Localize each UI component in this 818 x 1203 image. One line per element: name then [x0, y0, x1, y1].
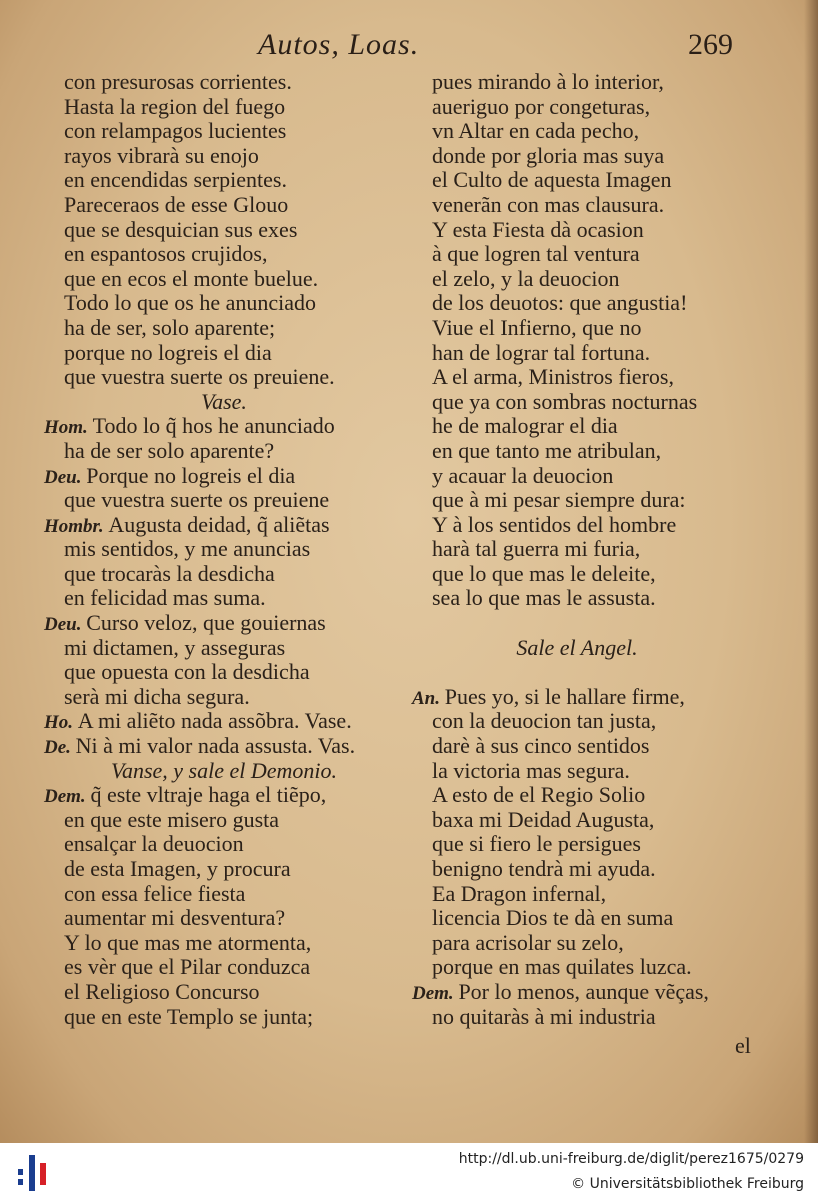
line-text: el Religioso Concurso: [64, 978, 260, 1004]
verse-line: [44, 980, 404, 1005]
copyright-notice: © Universitätsbibliothek Freiburg: [571, 1176, 804, 1192]
speaker-label: Hom.: [44, 417, 93, 439]
verse-line: [412, 464, 742, 489]
verse-line: [44, 955, 404, 980]
line-text: Todo lo q̃ hos he anunciado: [92, 413, 335, 439]
line-text: Pues yo, si le hallare firme,: [444, 683, 685, 709]
verse-line: [412, 882, 742, 907]
verse-line: [412, 168, 742, 193]
verse-line: [44, 832, 404, 857]
source-url[interactable]: http://dl.ub.uni-freiburg.de/diglit/perez1675/0279: [458, 1151, 804, 1167]
verse-line: [44, 291, 404, 316]
verse-line: [44, 636, 404, 661]
verse-line: [44, 439, 404, 464]
speaker-label: Hombr.: [44, 515, 109, 537]
verse-line: [412, 562, 742, 587]
verse-line: [412, 414, 742, 439]
verse-line: [44, 414, 404, 439]
line-text: mis sentidos, y me anuncias: [64, 536, 311, 562]
line-text: Ni à mi valor nada assusta. Vas.: [75, 733, 356, 759]
line-text: mi dictamen, y asseguras: [64, 634, 286, 660]
catchword: el: [735, 1033, 751, 1058]
line-text: à que logren tal ventura: [432, 241, 640, 267]
verse-line: [44, 242, 404, 267]
verse-line: [44, 709, 404, 734]
verse-line: [412, 488, 742, 513]
verse-line: [412, 955, 742, 980]
verse-line: [412, 70, 742, 95]
speaker-label: Deu.: [44, 466, 87, 488]
line-text: Y esta Fiesta dà ocasion: [432, 216, 644, 242]
verse-line: [44, 906, 404, 931]
verse-line: [412, 783, 742, 808]
line-text: ensalçar la deuocion: [64, 831, 244, 857]
verse-line: [412, 586, 742, 611]
verse-line: [44, 783, 404, 808]
verse-line: [412, 144, 742, 169]
line-text: porque no logreis el dia: [64, 339, 272, 365]
line-text: ha de ser, solo aparente;: [64, 314, 276, 340]
ub-freiburg-logo-icon: [14, 1153, 50, 1193]
line-text: en encendidas serpientes.: [64, 167, 287, 193]
line-text: Curso veloz, que gouiernas: [86, 610, 326, 636]
line-text: A esto de el Regio Solio: [432, 782, 646, 808]
verse-line: [44, 931, 404, 956]
verse-line: [412, 242, 742, 267]
verse-line: [44, 193, 404, 218]
speaker-label: Ho.: [44, 712, 78, 734]
line-text: harà tal guerra mi furia,: [432, 536, 641, 562]
line-text: q̃ este vltraje haga el tiẽpo,: [90, 782, 327, 808]
verse-line: [44, 537, 404, 562]
verse-line: [412, 439, 742, 464]
verse-line: [44, 513, 404, 538]
line-text: aueriguo por congeturas,: [432, 93, 651, 119]
verse-line: [412, 611, 742, 636]
line-text: que lo que mas le deleite,: [432, 560, 656, 586]
verse-line: [412, 832, 742, 857]
line-text: y acauar la deuocion: [432, 462, 614, 488]
line-text: en que este misero gusta: [64, 806, 280, 832]
verse-line: [412, 316, 742, 341]
verse-line: [44, 70, 404, 95]
verse-line: [412, 119, 742, 144]
verse-line: [412, 513, 742, 538]
line-text: Vase.: [201, 388, 247, 414]
line-text: con presurosas corrientes.: [64, 69, 292, 94]
line-text: que à mi pesar siempre dura:: [432, 487, 686, 513]
speaker-label: Deu.: [44, 614, 87, 636]
line-text: que vuestra suerte os preuiene.: [64, 364, 335, 390]
line-text: Viue el Infierno, que no: [432, 314, 642, 340]
stage-direction: [412, 636, 742, 661]
verse-line: [412, 365, 742, 390]
verse-line: [412, 759, 742, 784]
line-text: que vuestra suerte os preuiene: [64, 487, 330, 513]
verse-line: [44, 464, 404, 489]
line-text: Porque no logreis el dia: [86, 462, 296, 488]
speaker-label: An.: [412, 687, 445, 709]
line-text: Pareceraos de esse Glouo: [64, 191, 289, 217]
page-edge-shadow: [804, 0, 818, 1143]
verse-line: [44, 95, 404, 120]
line-text: ha de ser solo aparente?: [64, 437, 275, 463]
line-text: con essa felice fiesta: [64, 880, 246, 906]
line-text: Y à los sentidos del hombre: [432, 511, 677, 537]
line-text: han de lograr tal fortuna.: [432, 339, 651, 365]
line-text: el Culto de aquesta Imagen: [432, 167, 672, 193]
line-text: Ea Dragon infernal,: [432, 880, 607, 906]
stage-direction: [44, 759, 404, 784]
line-text: benigno tendrà mi ayuda.: [432, 856, 656, 881]
verse-line: [412, 734, 742, 759]
verse-line: [44, 267, 404, 292]
line-text: con relampagos lucientes: [64, 118, 287, 144]
footer-bar: [0, 1143, 818, 1203]
verse-line: [412, 660, 742, 685]
line-text: donde por gloria mas suya: [432, 142, 665, 168]
line-text: Y lo que mas me atormenta,: [64, 929, 312, 955]
line-text: con la deuocion tan justa,: [432, 708, 657, 734]
verse-line: [44, 734, 404, 759]
line-text: que se desquician sus exes: [64, 216, 298, 242]
line-text: he de malograr el dia: [432, 413, 618, 439]
line-text: que si fiero le persigues: [432, 831, 641, 857]
line-text: no quitaràs à mi industria: [432, 1003, 656, 1029]
line-text: en espantosos crujidos,: [64, 241, 268, 267]
line-text: Augusta deidad, q̃ aliẽtas: [108, 511, 330, 537]
verse-line: [44, 1005, 404, 1030]
running-title: Autos, Loas.: [258, 28, 420, 61]
verse-line: [412, 685, 742, 710]
verse-line: [44, 341, 404, 366]
verse-line: [412, 95, 742, 120]
line-text: de los deuotos: que angustia!: [432, 290, 688, 316]
line-text: que opuesta con la desdicha: [64, 659, 310, 685]
line-text: la victoria mas segura.: [432, 757, 630, 783]
verse-line: [44, 365, 404, 390]
verse-line: [44, 144, 404, 169]
line-text: A el arma, Ministros fieros,: [432, 364, 674, 390]
line-text: pues mirando à lo interior,: [432, 69, 664, 94]
left-text-column: [44, 70, 404, 1029]
line-text: rayos vibrarà su enojo: [64, 142, 259, 168]
verse-line: [44, 586, 404, 611]
line-text: en que tanto me atribulan,: [432, 437, 662, 463]
verse-line: [412, 218, 742, 243]
verse-line: [412, 537, 742, 562]
line-text: licencia Dios te dà en suma: [432, 905, 674, 931]
verse-line: [44, 218, 404, 243]
verse-line: [412, 980, 742, 1005]
speaker-label: Dem.: [412, 982, 459, 1004]
line-text: que trocaràs la desdicha: [64, 560, 275, 586]
line-text: Todo lo que os he anunciado: [64, 290, 317, 316]
line-text: porque en mas quilates luzca.: [432, 954, 692, 980]
right-text-column: [412, 70, 742, 1029]
verse-line: [412, 291, 742, 316]
speaker-label: Dem.: [44, 786, 91, 808]
verse-line: [44, 611, 404, 636]
line-text: que en ecos el monte buelue.: [64, 265, 319, 291]
line-text: para acrisolar su zelo,: [432, 929, 624, 955]
line-text: Sale el Angel.: [516, 634, 638, 660]
verse-line: [412, 709, 742, 734]
line-text: A mi aliẽto nada assõbra. Vase.: [77, 708, 352, 734]
verse-line: [44, 316, 404, 341]
line-text: serà mi dicha segura.: [64, 683, 250, 709]
verse-line: [412, 390, 742, 415]
verse-line: [44, 119, 404, 144]
line-text: vn Altar en cada pecho,: [432, 118, 640, 144]
line-text: es vèr que el Pilar conduzca: [64, 954, 311, 980]
line-text: Hasta la region del fuego: [64, 93, 286, 119]
verse-line: [44, 808, 404, 833]
line-text: darè à sus cinco sentidos: [432, 733, 650, 759]
verse-line: [44, 685, 404, 710]
verse-line: [412, 267, 742, 292]
stage-direction: [44, 390, 404, 415]
verse-line: [44, 168, 404, 193]
line-text: que ya con sombras nocturnas: [432, 388, 698, 414]
line-text: baxa mi Deidad Augusta,: [432, 806, 655, 832]
verse-line: [412, 193, 742, 218]
line-text: venerãn con mas clausura.: [432, 191, 665, 217]
line-text: aumentar mi desventura?: [64, 905, 286, 931]
verse-line: [44, 660, 404, 685]
verse-line: [412, 808, 742, 833]
verse-line: [44, 488, 404, 513]
verse-line: [412, 341, 742, 366]
line-text: sea lo que mas le assusta.: [432, 585, 656, 611]
verse-line: [412, 1005, 742, 1030]
verse-line: [412, 906, 742, 931]
verse-line: [44, 882, 404, 907]
line-text: el zelo, y la deuocion: [432, 265, 620, 291]
verse-line: [44, 562, 404, 587]
line-text: que en este Templo se junta;: [64, 1003, 314, 1029]
line-text: en felicidad mas suma.: [64, 585, 266, 611]
verse-line: [412, 857, 742, 882]
line-text: Por lo menos, aunque vẽças,: [458, 978, 709, 1004]
verse-line: [412, 931, 742, 956]
line-text: Vanse, y sale el Demonio.: [110, 757, 338, 783]
verse-line: [44, 857, 404, 882]
line-text: de esta Imagen, y procura: [64, 856, 291, 881]
page-number: 269: [688, 28, 733, 61]
speaker-label: De.: [44, 737, 76, 759]
